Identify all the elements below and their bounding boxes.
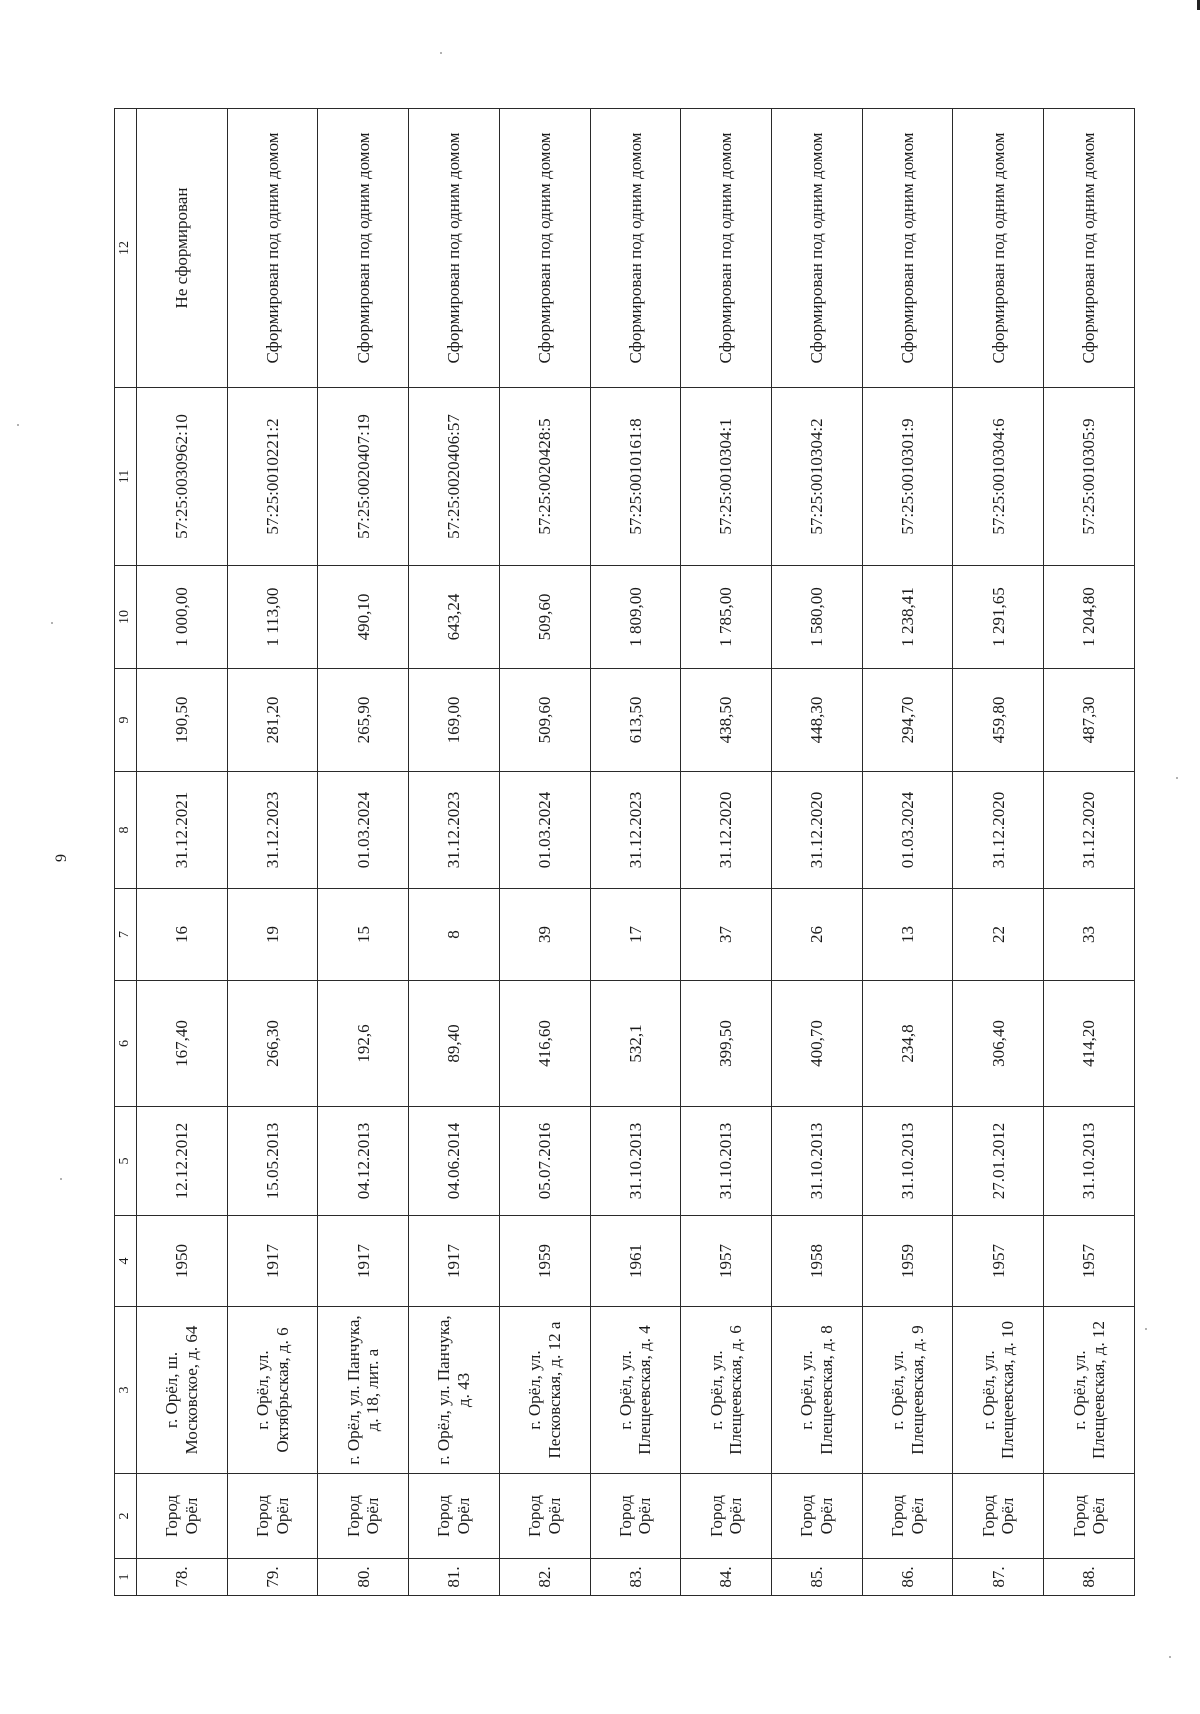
column-number: 10 bbox=[115, 566, 137, 669]
table-cell: 1959 bbox=[499, 1216, 590, 1307]
table-cell: 1 204,80 bbox=[1044, 566, 1135, 669]
table-cell: 31.12.2020 bbox=[772, 772, 863, 889]
scan-speck bbox=[440, 52, 442, 54]
table-cell: 33 bbox=[1044, 889, 1135, 981]
table-cell: г. Орёл, ул. Плещеевская, д. 4 bbox=[590, 1307, 681, 1474]
table-cell: 87. bbox=[953, 1559, 1044, 1596]
table-cell: 265,90 bbox=[318, 669, 409, 772]
table-cell: 57:25:0010304:6 bbox=[953, 388, 1044, 566]
table-cell: Сформирован под одним домом bbox=[681, 109, 772, 388]
table-cell: Город Орёл bbox=[1044, 1474, 1135, 1559]
scan-speck bbox=[1169, 1656, 1171, 1658]
table-cell: 16 bbox=[137, 889, 228, 981]
table-cell: 190,50 bbox=[137, 669, 228, 772]
table-cell: 509,60 bbox=[499, 566, 590, 669]
table-cell: 01.03.2024 bbox=[862, 772, 953, 889]
table-cell: 31.12.2020 bbox=[1044, 772, 1135, 889]
table-cell: 22 bbox=[953, 889, 1044, 981]
table-row bbox=[681, 109, 772, 1596]
table-cell: 15.05.2013 bbox=[227, 1107, 318, 1216]
table-row bbox=[953, 109, 1044, 1596]
table-cell: 57:25:0010305:9 bbox=[1044, 388, 1135, 566]
table-cell: 266,30 bbox=[227, 981, 318, 1107]
table-cell: 1917 bbox=[318, 1216, 409, 1307]
table-row bbox=[1044, 109, 1135, 1596]
table-cell: 27.01.2012 bbox=[953, 1107, 1044, 1216]
table-cell: 05.07.2016 bbox=[499, 1107, 590, 1216]
column-number: 2 bbox=[115, 1474, 137, 1559]
table-cell: Сформирован под одним домом bbox=[953, 109, 1044, 388]
table-cell: 37 bbox=[681, 889, 772, 981]
table-cell: 57:25:0010161:8 bbox=[590, 388, 681, 566]
table-cell: 1950 bbox=[137, 1216, 228, 1307]
table-cell: 82. bbox=[499, 1559, 590, 1596]
table-cell: 57:25:0020406:57 bbox=[409, 388, 500, 566]
table-cell: 26 bbox=[772, 889, 863, 981]
table-row bbox=[499, 109, 590, 1596]
table-cell: 399,50 bbox=[681, 981, 772, 1107]
table-cell: 1917 bbox=[227, 1216, 318, 1307]
table-row bbox=[862, 109, 953, 1596]
scan-speck bbox=[17, 424, 19, 426]
scan-speck bbox=[1176, 777, 1178, 779]
table-cell: 39 bbox=[499, 889, 590, 981]
table-cell: 31.12.2023 bbox=[227, 772, 318, 889]
column-number: 6 bbox=[115, 981, 137, 1107]
table-row bbox=[137, 109, 228, 1596]
table-container bbox=[114, 109, 1135, 1596]
table-cell: 12.12.2012 bbox=[137, 1107, 228, 1216]
table-cell: Город Орёл bbox=[953, 1474, 1044, 1559]
table-cell: 80. bbox=[318, 1559, 409, 1596]
table-cell: Сформирован под одним домом bbox=[590, 109, 681, 388]
table-cell: Не сформирован bbox=[137, 109, 228, 388]
table-cell: 89,40 bbox=[409, 981, 500, 1107]
table-cell: 1 238,41 bbox=[862, 566, 953, 669]
table-cell: 17 bbox=[590, 889, 681, 981]
table-cell: 57:25:0010301:9 bbox=[862, 388, 953, 566]
table-cell: 31.10.2013 bbox=[862, 1107, 953, 1216]
table-cell: 192,6 bbox=[318, 981, 409, 1107]
table-cell: 88. bbox=[1044, 1559, 1135, 1596]
table-cell: 167,40 bbox=[137, 981, 228, 1107]
table-cell: г. Орёл, ул. Песковская, д. 12 а bbox=[499, 1307, 590, 1474]
table-cell: 1957 bbox=[1044, 1216, 1135, 1307]
page-number: 9 bbox=[53, 854, 70, 862]
table-cell: Город Орёл bbox=[227, 1474, 318, 1559]
table-cell: 234,8 bbox=[862, 981, 953, 1107]
column-number: 11 bbox=[115, 388, 137, 566]
table-cell: 400,70 bbox=[772, 981, 863, 1107]
table-cell: 31.10.2013 bbox=[1044, 1107, 1135, 1216]
table-cell: Город Орёл bbox=[137, 1474, 228, 1559]
table-row bbox=[409, 109, 500, 1596]
column-number-row bbox=[115, 109, 137, 1596]
table-cell: 459,80 bbox=[953, 669, 1044, 772]
table-cell: г. Орёл, ул. Плещеевская, д. 8 bbox=[772, 1307, 863, 1474]
column-number: 4 bbox=[115, 1216, 137, 1307]
table-cell: 1 580,00 bbox=[772, 566, 863, 669]
table-cell: 31.12.2021 bbox=[137, 772, 228, 889]
column-number: 9 bbox=[115, 669, 137, 772]
table-cell: г. Орёл, ул. Плещеевская, д. 6 bbox=[681, 1307, 772, 1474]
table-cell: 57:25:0030962:10 bbox=[137, 388, 228, 566]
table-cell: Сформирован под одним домом bbox=[1044, 109, 1135, 388]
table-cell: 448,30 bbox=[772, 669, 863, 772]
table-row bbox=[772, 109, 863, 1596]
table-cell: Сформирован под одним домом bbox=[862, 109, 953, 388]
table-cell: 643,24 bbox=[409, 566, 500, 669]
housing-registry-table bbox=[114, 108, 1135, 1596]
table-cell: Город Орёл bbox=[590, 1474, 681, 1559]
table-cell: г. Орёл, ул. Плещеевская, д. 9 bbox=[862, 1307, 953, 1474]
table-cell: 613,50 bbox=[590, 669, 681, 772]
table-cell: 1959 bbox=[862, 1216, 953, 1307]
table-cell: 169,00 bbox=[409, 669, 500, 772]
table-cell: 509,60 bbox=[499, 669, 590, 772]
table-cell: 1917 bbox=[409, 1216, 500, 1307]
table-cell: 15 bbox=[318, 889, 409, 981]
table-cell: 31.10.2013 bbox=[772, 1107, 863, 1216]
table-cell: Сформирован под одним домом bbox=[499, 109, 590, 388]
table-cell: г. Орёл, ул. Панчука, д. 43 bbox=[409, 1307, 500, 1474]
table-cell: г. Орёл, ш. Московское, д. 64 bbox=[137, 1307, 228, 1474]
column-number: 5 bbox=[115, 1107, 137, 1216]
table-cell: 487,30 bbox=[1044, 669, 1135, 772]
table-cell: г. Орёл, ул. Октябрьская, д. 6 bbox=[227, 1307, 318, 1474]
table-cell: 416,60 bbox=[499, 981, 590, 1107]
table-cell: 57:25:0010304:1 bbox=[681, 388, 772, 566]
table-cell: 31.12.2023 bbox=[590, 772, 681, 889]
table-cell: 57:25:0020428:5 bbox=[499, 388, 590, 566]
table-row bbox=[590, 109, 681, 1596]
table-cell: 1 291,65 bbox=[953, 566, 1044, 669]
table-cell: 79. bbox=[227, 1559, 318, 1596]
table-cell: Сформирован под одним домом bbox=[318, 109, 409, 388]
table-cell: 86. bbox=[862, 1559, 953, 1596]
table-cell: 85. bbox=[772, 1559, 863, 1596]
table-cell: Город Орёл bbox=[499, 1474, 590, 1559]
table-cell: 294,70 bbox=[862, 669, 953, 772]
table-row bbox=[318, 109, 409, 1596]
table-cell: 306,40 bbox=[953, 981, 1044, 1107]
column-number: 8 bbox=[115, 772, 137, 889]
table-cell: 31.12.2020 bbox=[953, 772, 1044, 889]
table-cell: 1 113,00 bbox=[227, 566, 318, 669]
table-cell: 490,10 bbox=[318, 566, 409, 669]
table-cell: 1961 bbox=[590, 1216, 681, 1307]
table-cell: 04.12.2013 bbox=[318, 1107, 409, 1216]
table-cell: 414,20 bbox=[1044, 981, 1135, 1107]
table-cell: г. Орёл, ул. Панчука, д. 18, лит. а bbox=[318, 1307, 409, 1474]
table-cell: 281,20 bbox=[227, 669, 318, 772]
table-cell: 01.03.2024 bbox=[499, 772, 590, 889]
scan-speck bbox=[60, 1178, 62, 1180]
table-cell: 57:25:0010304:2 bbox=[772, 388, 863, 566]
table-cell: 13 bbox=[862, 889, 953, 981]
table-cell: 01.03.2024 bbox=[318, 772, 409, 889]
table-cell: 78. bbox=[137, 1559, 228, 1596]
column-number: 7 bbox=[115, 889, 137, 981]
column-number: 3 bbox=[115, 1307, 137, 1474]
table-cell: Город Орёл bbox=[409, 1474, 500, 1559]
table-cell: 1 785,00 bbox=[681, 566, 772, 669]
column-number: 1 bbox=[115, 1559, 137, 1596]
table-cell: 31.12.2023 bbox=[409, 772, 500, 889]
table-cell: 83. bbox=[590, 1559, 681, 1596]
table-cell: Город Орёл bbox=[772, 1474, 863, 1559]
table-cell: 1 000,00 bbox=[137, 566, 228, 669]
table-cell: Город Орёл bbox=[318, 1474, 409, 1559]
table-cell: 31.10.2013 bbox=[681, 1107, 772, 1216]
table-cell: Город Орёл bbox=[862, 1474, 953, 1559]
table-cell: 57:25:0020407:19 bbox=[318, 388, 409, 566]
table-cell: 1958 bbox=[772, 1216, 863, 1307]
table-cell: 84. bbox=[681, 1559, 772, 1596]
table-cell: 57:25:0010221:2 bbox=[227, 388, 318, 566]
table-cell: 31.12.2020 bbox=[681, 772, 772, 889]
table-cell: 81. bbox=[409, 1559, 500, 1596]
table-cell: 8 bbox=[409, 889, 500, 981]
table-cell: г. Орёл, ул. Плещеевская, д. 12 bbox=[1044, 1307, 1135, 1474]
column-number: 12 bbox=[115, 109, 137, 388]
scan-speck bbox=[51, 622, 53, 624]
table-cell: Сформирован под одним домом bbox=[409, 109, 500, 388]
table-cell: 1957 bbox=[953, 1216, 1044, 1307]
table-cell: г. Орёл, ул. Плещеевская, д. 10 bbox=[953, 1307, 1044, 1474]
table-cell: 19 bbox=[227, 889, 318, 981]
table-cell: 04.06.2014 bbox=[409, 1107, 500, 1216]
table-cell: 1 809,00 bbox=[590, 566, 681, 669]
table-cell: Сформирован под одним домом bbox=[227, 109, 318, 388]
table-cell: 438,50 bbox=[681, 669, 772, 772]
table-row bbox=[227, 109, 318, 1596]
table-cell: Город Орёл bbox=[681, 1474, 772, 1559]
table-cell: 31.10.2013 bbox=[590, 1107, 681, 1216]
table-cell: Сформирован под одним домом bbox=[772, 109, 863, 388]
table-cell: 1957 bbox=[681, 1216, 772, 1307]
scan-speck bbox=[1145, 1328, 1147, 1330]
table-cell: 532,1 bbox=[590, 981, 681, 1107]
